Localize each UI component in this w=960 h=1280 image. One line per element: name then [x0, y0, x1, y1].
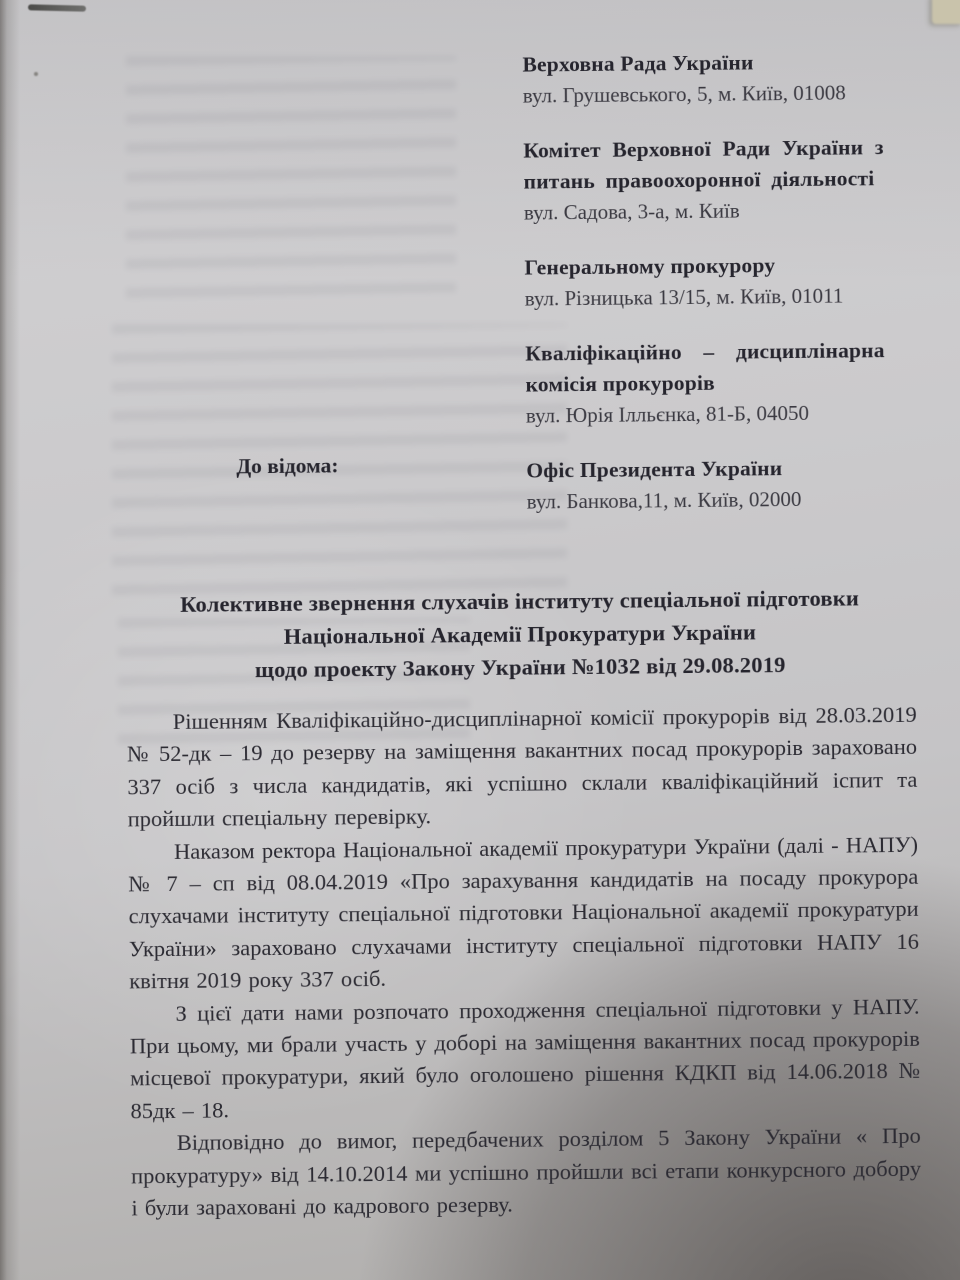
- paragraph: З цієї дати нами розпочато проходження спеціальної підготовки у НАПУ. При цьому, ми брали участь у доборі на заміщення вакантних посад прокурорів місцевої прокуратури, який було оголошено рішення КДКП від 14.06.2018 № 85дк – 18.: [129, 993, 921, 1124]
- recipient-president-office: [526, 452, 923, 518]
- title-line-2: Національної Академії Прокуратури України: [283, 619, 757, 649]
- document-title: [129, 581, 910, 687]
- paragraph: Рішенням Кваліфікаційно-дисциплінарної комісії прокурорів від 28.03.2019 № 52-дк – 19 до резерву на заміщення вакантних посад прокурорів зараховано 337 осіб з числа кандидатів, які успішно склали кваліфікаційний іспит та пройшли спеціальну перевірку.: [126, 701, 918, 832]
- recipient-name: комісія прокурорів: [525, 370, 716, 397]
- recipient-address: вул. Грушевського, 5, м. Київ, 01008: [522, 80, 846, 108]
- paragraph: Відповідно до вимог, передбачених розділом 5 Закону України « Про прокуратуру» від 14.10.2014 ми успішно пройшли всі етапи конкурсного добору і були зараховані до кадрового резерву.: [131, 1123, 922, 1221]
- title-line-1: Колективне звернення слухачів інституту спеціальної підготовки: [180, 585, 860, 617]
- recipient-name: Кваліфікаційно – дисциплінарна: [525, 338, 885, 366]
- recipient-address-list: [522, 46, 923, 542]
- fyi-label: До відома:: [236, 453, 339, 479]
- recipient-name: Офіс Президента України: [526, 456, 783, 483]
- recipient-committee: [523, 132, 920, 229]
- recipient-address: вул. Садова, 3-а, м. Київ: [523, 198, 740, 225]
- recipient-name: Генеральному прокурору: [524, 253, 776, 280]
- recipient-qualification-commission: [525, 335, 922, 432]
- recipient-name: Комітет Верховної Ради України з: [523, 135, 884, 163]
- recipient-verkhovna-rada: [522, 46, 919, 112]
- recipient-address: вул. Банкова,11, м. Київ, 02000: [526, 486, 802, 514]
- recipient-address: вул. Різницька 13/15, м. Київ, 01011: [524, 283, 844, 311]
- document-body: [127, 699, 922, 1225]
- recipient-name: питань правоохоронної діяльності: [523, 166, 875, 194]
- recipient-address: вул. Юрія Ілльєнка, 81-Б, 04050: [525, 400, 810, 428]
- recipient-prosecutor-general: [524, 249, 921, 315]
- recipient-name: Верховна Рада України: [522, 50, 754, 77]
- title-line-3: щодо проекту Закону України №1032 від 29.08.2019: [254, 652, 786, 683]
- paragraph: Наказом ректора Національної академії прокуратури України (далі - НАПУ) № 7 – сп від 08.04.2019 «Про зарахування кандидатів на посаду прокурора слухачами інституту спеціальної підготовки Національної академії прокуратури України» зараховано слухачами інституту спеціальної підготовки НАПУ 16 квітня 2019 року 337 осіб.: [128, 831, 920, 994]
